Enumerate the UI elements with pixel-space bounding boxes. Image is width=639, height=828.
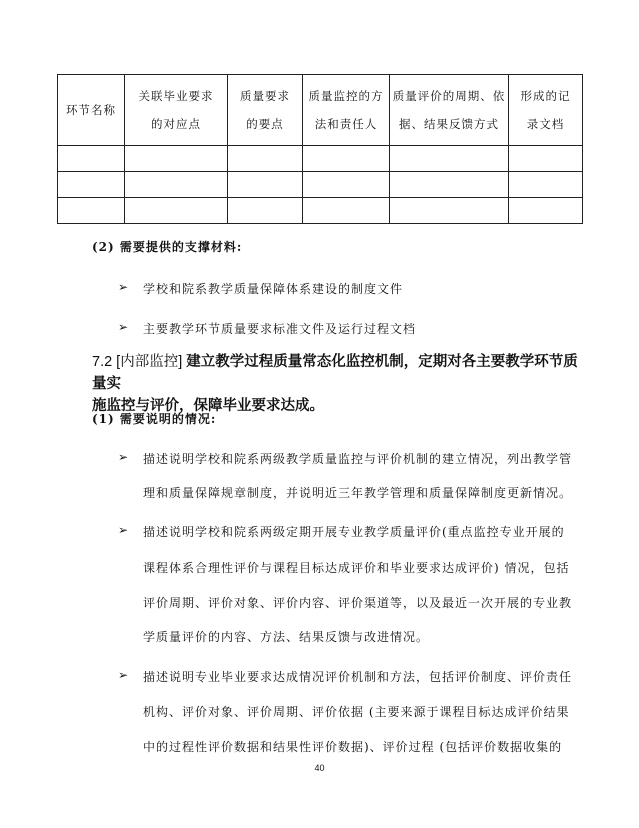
paragraph-line: 评价周期、评价对象、评价内容、评价渠道等，以及最近一次开展的专业教 (143, 596, 573, 610)
header-cell-stage-name: 环节名称 (58, 75, 125, 146)
table-cell (509, 198, 583, 224)
table-row (58, 198, 583, 224)
paragraph-line: 机构、评价对象、评价周期、评价依据 (主要来源于课程目标达成评价结果 (143, 705, 570, 719)
table-cell (303, 198, 390, 224)
table-cell (303, 146, 390, 172)
header-cell-quality-requirement: 质量要求 的要点 (228, 75, 303, 146)
paragraph-line: 课程体系合理性评价与课程目标达成评价和毕业要求达成评价) 情况，包括 (143, 561, 570, 575)
supporting-materials-subtitle: (2) 需要提供的支撑材料: (92, 240, 243, 254)
bullet-arrow-icon: ➢ (118, 320, 129, 334)
bullet-arrow-icon: ➢ (118, 450, 129, 464)
paragraph-line: 描述说明专业毕业要求达成情况评价机制和方法，包括评价制度、评价责任 (143, 670, 573, 684)
paragraph-line: 描述说明学校和院系两级教学质量监控与评价机制的建立情况，列出教学管 (143, 452, 573, 466)
header-cell-record-document: 形成的记 录文档 (509, 75, 583, 146)
table-cell (58, 172, 125, 198)
bullet-arrow-icon: ➢ (118, 523, 129, 537)
heading-line-1: 建立教学过程质量常态化监控机制，定期对各主要教学环节质量实 (92, 354, 578, 392)
header-cell-evaluation-cycle: 质量评价的周期、依 据、结果反馈方式 (390, 75, 509, 146)
heading-line-2: 施监控与评价，保障毕业要求达成。 (92, 398, 324, 414)
section-heading-7-2 (92, 351, 592, 417)
table-cell (125, 172, 228, 198)
table-cell (509, 172, 583, 198)
section-number: 7.2 [内部监控] (92, 354, 183, 370)
table-row (58, 172, 583, 198)
page-number: 40 (314, 763, 325, 773)
table-header-row (58, 75, 583, 146)
list-item: 学校和院系教学质量保障体系建设的制度文件 (143, 282, 404, 296)
header-cell-monitoring-method: 质量监控的方 法和责任人 (303, 75, 390, 146)
table-cell (228, 198, 303, 224)
table-cell (509, 146, 583, 172)
table-cell (228, 146, 303, 172)
header-cell-graduation-requirement: 关联毕业要求 的对应点 (125, 75, 228, 146)
bullet-arrow-icon: ➢ (118, 668, 129, 682)
paragraph-line: 中的过程性评价数据和结果性评价数据)、评价过程 (包括评价数据收集的 (143, 740, 563, 754)
bullet-arrow-icon: ➢ (118, 280, 129, 294)
paragraph-line: 描述说明学校和院系两级定期开展专业教学质量评价(重点监控专业开展的 (143, 525, 565, 539)
table-row (58, 146, 583, 172)
paragraph-line: 理和质量保障规章制度，并说明近三年教学管理和质量保障制度更新情况。 (143, 486, 573, 500)
table-cell (58, 146, 125, 172)
table-cell (125, 198, 228, 224)
table-cell (58, 198, 125, 224)
table-cell (390, 146, 509, 172)
list-item: 主要教学环节质量要求标准文件及运行过程文档 (143, 322, 417, 336)
quality-monitoring-table (57, 74, 583, 224)
table-cell (390, 198, 509, 224)
table-cell (390, 172, 509, 198)
paragraph-line: 学质量评价的内容、方法、结果反馈与改进情况。 (143, 630, 430, 644)
table-cell (228, 172, 303, 198)
table-cell (303, 172, 390, 198)
situation-subtitle: (1) 需要说明的情况: (92, 412, 217, 426)
table-cell (125, 146, 228, 172)
